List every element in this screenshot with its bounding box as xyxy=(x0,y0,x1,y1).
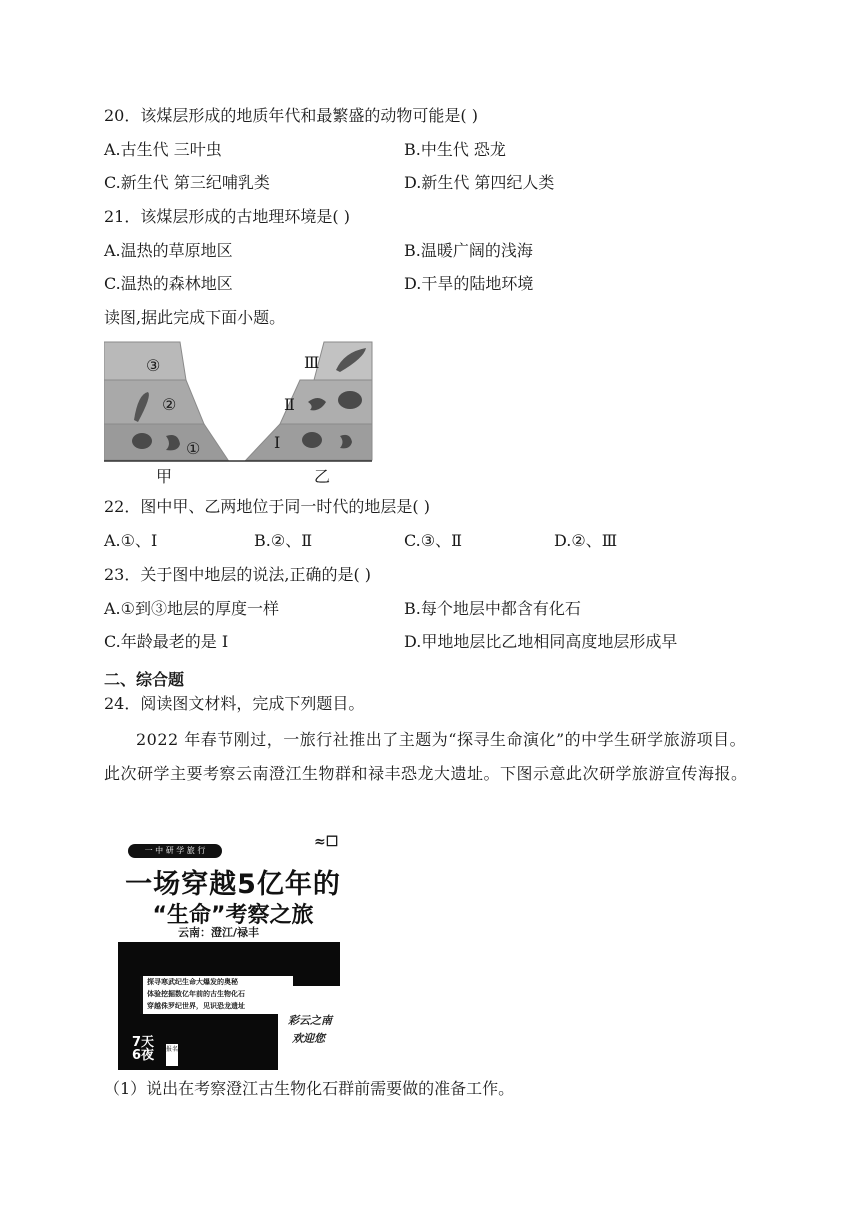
strata-diagram xyxy=(104,340,374,488)
q24-material: 2022 年春节刚过，一旅行社推出了主题为“探寻生命演化”的中学生研学旅游项目。此次研学主要考察云南澄江生物群和禄丰恐龙大遗址。下图示意此次研学旅游宣传海报。 xyxy=(104,730,748,783)
q20-option-c[interactable]: C.新生代 第三纪哺乳类 xyxy=(104,173,270,192)
q21-option-c[interactable]: C.温热的森林地区 xyxy=(104,274,233,293)
poster-list-item: 探寻寒武纪生命大爆发的奥秘 xyxy=(147,978,238,986)
fossil-shell-left xyxy=(132,433,152,449)
stratum-3-left xyxy=(104,342,186,380)
q23-option-d[interactable]: D.甲地地层比乙地相同高度地层形成早 xyxy=(404,632,678,651)
poster-list-item: 体验挖掘数亿年前的古生物化石 xyxy=(147,990,245,998)
q22-option-d[interactable]: D.②、Ⅲ xyxy=(554,531,618,550)
label-stratum-III: Ⅲ xyxy=(304,353,320,372)
poster-title-line1: 一场穿越5亿年的 xyxy=(125,869,341,900)
poster-title-line2: “生命”考察之旅 xyxy=(152,903,314,928)
poster-tag: 一 中 研 学 旅 行 xyxy=(128,844,222,858)
poster-date-days: 7天 xyxy=(132,1035,155,1050)
q24-sub1: （1）说出在考察澄江古生物化石群前需要做的准备工作。 xyxy=(104,1079,515,1098)
fossil-shell-right-II xyxy=(338,391,362,409)
poster-list xyxy=(140,976,293,1014)
site-label-jia: 甲 xyxy=(156,467,173,486)
label-stratum-II: Ⅱ xyxy=(284,395,295,414)
stratum-2-left xyxy=(104,380,204,424)
q23-option-a[interactable]: A.①到③地层的厚度一样 xyxy=(104,599,279,618)
label-stratum-I: I xyxy=(274,433,281,452)
q21-option-b[interactable]: B.温暖广阔的浅海 xyxy=(404,241,533,260)
poster-stamp: 报名 xyxy=(166,1044,178,1066)
q20-stem: 20．该煤层形成的地质年代和最繁盛的动物可能是( ) xyxy=(104,106,478,125)
q23-stem: 23．关于图中地层的说法,正确的是( ) xyxy=(104,565,372,584)
q21-stem: 21．该煤层形成的古地理环境是( ) xyxy=(104,207,350,226)
q22-option-a[interactable]: A.①、I xyxy=(104,531,158,550)
section-heading: 二、综合题 xyxy=(104,670,185,689)
label-stratum-2: ② xyxy=(162,395,177,414)
q20-option-b[interactable]: B.中生代 恐龙 xyxy=(404,140,506,159)
strata-figure xyxy=(104,340,374,488)
q21-option-a[interactable]: A.温热的草原地区 xyxy=(104,241,233,260)
q24-stem: 24．阅读图文材料，完成下列题目。 xyxy=(104,694,365,713)
poster-subtitle: 云南：澄江/禄丰 xyxy=(178,926,260,939)
q22-stem: 22．图中甲、乙两地位于同一时代的地层是( ) xyxy=(104,497,430,516)
q21-option-d[interactable]: D.干旱的陆地环境 xyxy=(404,274,534,293)
poster-date-nights: 6夜 xyxy=(132,1048,155,1063)
poster-logo-icon: ≈☐ xyxy=(314,834,339,850)
q20-option-d[interactable]: D.新生代 第四纪人类 xyxy=(404,173,555,192)
q23-option-c[interactable]: C.年龄最老的是 I xyxy=(104,632,229,651)
reading-intro: 读图,据此完成下面小题。 xyxy=(104,308,286,327)
poster-list-item: 穿越侏罗纪世界，见识恐龙遗址 xyxy=(147,1002,245,1010)
q22-option-b[interactable]: B.②、Ⅱ xyxy=(254,531,313,550)
q23-option-b[interactable]: B.每个地层中都含有化石 xyxy=(404,599,581,618)
label-stratum-1: ① xyxy=(186,439,201,458)
q20-option-a[interactable]: A.古生代 三叶虫 xyxy=(104,140,222,159)
poster-slogan-line2: 欢迎您 xyxy=(292,1032,325,1045)
fossil-shell-right-I xyxy=(302,432,322,448)
label-stratum-3: ③ xyxy=(146,356,161,375)
poster-date xyxy=(132,1036,154,1062)
poster-slogan-line1: 彩云之南 xyxy=(288,1014,332,1027)
poster-slogan xyxy=(288,1012,332,1048)
q22-option-c[interactable]: C.③、Ⅱ xyxy=(404,531,462,550)
stratum-1-left xyxy=(104,424,228,460)
site-label-yi: 乙 xyxy=(314,467,331,486)
study-tour-poster xyxy=(118,826,358,1071)
